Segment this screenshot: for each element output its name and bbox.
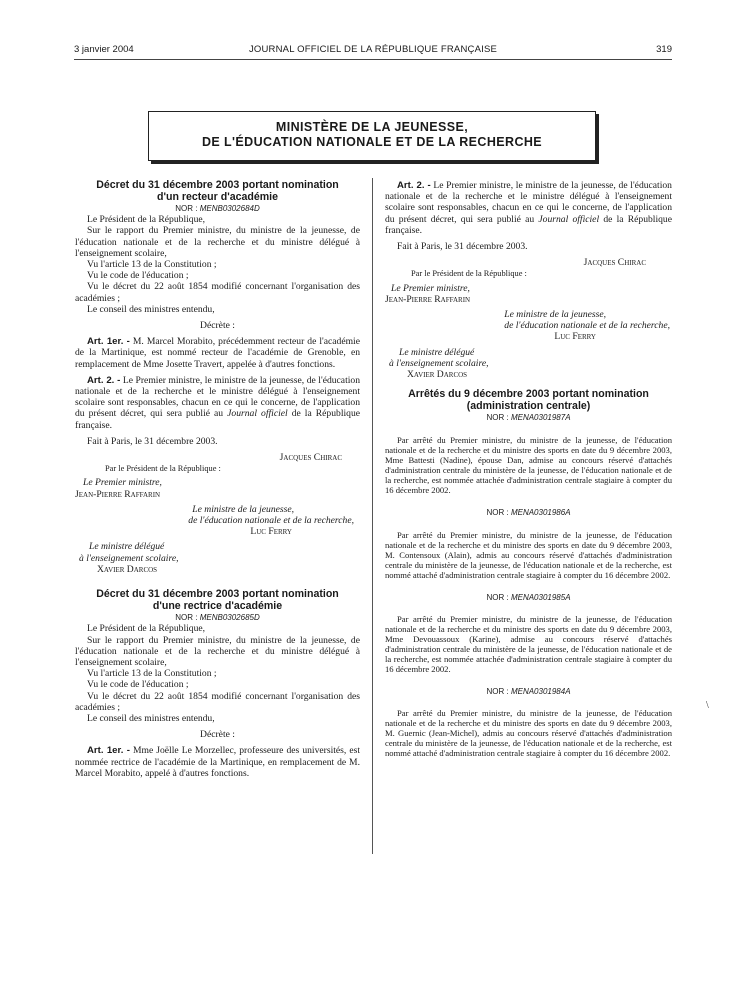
journal-officiel-ref: Journal officiel — [227, 408, 288, 420]
header-rule — [74, 59, 672, 60]
nor-reference — [75, 203, 360, 214]
pm-title: Le Premier ministre, — [83, 477, 162, 489]
preamble-conseil: Le conseil des ministres entendu, — [87, 712, 215, 724]
ministry-heading-box — [148, 111, 596, 161]
nor-label: NOR : — [175, 204, 198, 213]
preamble-rapport: Sur le rapport du Premier ministre, du ministre de la jeunesse, de l'éducation nationale et de la recherche et du ministre délégué à l'enseignement scolaire, — [75, 225, 360, 259]
article-1-label: Art. 1er. - — [87, 745, 130, 757]
decree-rectrice-continued — [385, 180, 672, 380]
preamble-decret-1854: Vu le décret du 22 août 1854 modifié concernant l'organisation des académies ; — [75, 690, 360, 713]
article-2-label: Art. 2. - — [397, 180, 431, 191]
minister-name: Luc Ferry — [250, 526, 292, 538]
nor-label: NOR : — [486, 592, 509, 602]
minister-title-2: de l'éducation nationale et de la recherche, — [188, 515, 354, 527]
header-date: 3 janvier 2004 — [74, 44, 134, 55]
delegate-title-2: à l'enseignement scolaire, — [79, 552, 179, 564]
decrete: Décrète : — [200, 729, 235, 741]
signature-president: Jacques Chirac — [583, 257, 646, 269]
article-2 — [75, 375, 360, 431]
delegate-title-1: Le ministre délégué — [89, 541, 165, 553]
pm-name: Jean-Pierre Raffarin — [385, 293, 471, 305]
article-2-text: Le Premier ministre, le ministre de la jeunesse, de l'éducation nationale et de la recherche et le ministre délégué à l'enseignement scolaire sont responsables, chacun en ce qui le concerne, de l'application du présent décret, qui sera publié au — [75, 374, 360, 420]
decree-recteur — [75, 180, 360, 575]
preamble-conseil: Le conseil des ministres entendu, — [87, 303, 215, 315]
minister-title-1: Le ministre de la jeunesse, — [192, 503, 294, 515]
article-1-label: Art. 1er. - — [87, 336, 130, 348]
header-page-number: 319 — [656, 44, 672, 55]
arrete-text: Par arrêté du Premier ministre, du ministre de la jeunesse, de l'éducation nationale et de la recherche et du ministre des sports en date du 9 décembre 2003, Mme Devouassoux (Karine), admise au concours réservé d'attachés d'administration centrale du ministère de la jeunesse, de l'éducation nationale et de la recherche, est nommée attachée d'administration centrale stagiaire à compter du 16 décembre 2002. — [385, 613, 672, 674]
minister-title-2: de l'éducation nationale et de la recherche, — [504, 320, 670, 332]
pm-title: Le Premier ministre, — [391, 282, 470, 294]
arretes-title-line-1: Arrêtés du 9 décembre 2003 portant nomination — [408, 388, 649, 401]
pm-name: Jean-Pierre Raffarin — [75, 488, 161, 500]
preamble-constitution: Vu l'article 13 de la Constitution ; — [87, 259, 217, 271]
delegate-title-1: Le ministre délégué — [399, 346, 475, 358]
arrete-text: Par arrêté du Premier ministre, du ministre de la jeunesse, de l'éducation nationale et de la recherche et du ministre des sports en date du 9 décembre 2003, Mme Battesti (Nadine), épouse Dan, admise au concours réservé d'attachés d'administration centrale du ministère de la jeunesse, de l'éducation nationale et de la recherche, est nommée attachée d'administration centrale stagiaire à compter du 16 décembre 2002. — [385, 435, 672, 496]
preamble-constitution: Vu l'article 13 de la Constitution ; — [87, 668, 217, 680]
nor-reference — [385, 507, 672, 518]
margin-mark: \ — [706, 700, 709, 711]
par-le-president: Par le Président de la République : — [105, 464, 221, 474]
column-divider — [372, 178, 373, 854]
minister-title-1: Le ministre de la jeunesse, — [504, 309, 606, 321]
article-2 — [385, 180, 672, 236]
decree-title-line-2: d'un recteur d'académie — [156, 190, 279, 203]
decree-title-line-1: Décret du 31 décembre 2003 portant nomination — [96, 588, 339, 601]
preamble-president: Le Président de la République, — [87, 214, 206, 226]
delegate-name: Xavier Darcos — [407, 369, 468, 381]
nor-label: NOR : — [486, 413, 509, 423]
right-column — [385, 180, 672, 758]
header-journal-title: JOURNAL OFFICIEL DE LA RÉPUBLIQUE FRANÇAISE — [248, 44, 498, 55]
preamble-code: Vu le code de l'éducation ; — [87, 679, 189, 691]
left-column — [75, 180, 360, 779]
preamble-decret-1854: Vu le décret du 22 août 1854 modifié concernant l'organisation des académies ; — [75, 281, 360, 304]
nor-reference — [75, 612, 360, 623]
decree-title-line-1: Décret du 31 décembre 2003 portant nomination — [96, 179, 339, 191]
nor-code: MENA0301985A — [510, 592, 571, 602]
nor-code: MENA0301987A — [510, 413, 571, 423]
delegate-title-2: à l'enseignement scolaire, — [389, 357, 489, 369]
ministry-line-2: DE L'ÉDUCATION NATIONALE ET DE LA RECHERCHE — [201, 135, 543, 149]
preamble-rapport: Sur le rapport du Premier ministre, du ministre de la jeunesse, de l'éducation nationale et de la recherche et du ministre délégué à l'enseignement scolaire, — [75, 634, 360, 668]
nor-label: NOR : — [175, 613, 198, 623]
ministry-line-1: MINISTÈRE DE LA JEUNESSE, — [275, 120, 469, 134]
nor-label: NOR : — [486, 508, 509, 518]
nor-code: MENB0302684D — [199, 204, 260, 213]
preamble-code: Vu le code de l'éducation ; — [87, 270, 189, 282]
par-le-president: Par le Président de la République : — [411, 269, 527, 279]
minister-name: Luc Ferry — [554, 331, 596, 343]
nor-code: MENB0302685D — [199, 613, 260, 623]
arrete-text: Par arrêté du Premier ministre, du ministre de la jeunesse, de l'éducation nationale et de la recherche et du ministre des sports en date du 9 décembre 2003, M. Guernic (Jean-Michel), admis au concours réservé d'attachés d'administration centrale du ministère de la jeunesse, de l'éducation nationale et de la recherche, est nommé attaché d'administration centrale stagiaire à compter du 16 décembre 2002. — [385, 708, 672, 759]
done-at: Fait à Paris, le 31 décembre 2003. — [87, 435, 218, 447]
arretes-title-line-2: (administration centrale) — [466, 399, 591, 412]
delegate-name: Xavier Darcos — [97, 563, 158, 575]
decrete: Décrète : — [200, 320, 235, 332]
article-1-text: M. Marcel Morabito, précédemment recteur de l'académie de la Martinique, est nommé recteur de l'académie de Grenoble, en remplacement de Mme Josette Travert, appelée à d'autres fonctions. — [75, 336, 360, 370]
article-1 — [75, 336, 360, 370]
article-2-text: Le Premier ministre, le ministre de la jeunesse, de l'éducation nationale et de la recherche et le ministre délégué à l'enseignement scolaire sont responsables, chacun en ce qui le concerne, de l'application du présent décret, qui sera publié au — [385, 180, 672, 225]
preamble-president: Le Président de la République, — [87, 623, 206, 635]
decree-rectrice — [75, 589, 360, 779]
done-at: Fait à Paris, le 31 décembre 2003. — [397, 241, 528, 253]
article-2-text-end: de la République française. — [385, 213, 672, 236]
decree-title-line-2: d'une rectrice d'académie — [152, 599, 283, 612]
nor-code: MENA0301986A — [510, 508, 571, 518]
signature-president: Jacques Chirac — [279, 452, 342, 464]
nor-reference — [385, 412, 672, 423]
journal-officiel-ref: Journal officiel — [538, 213, 600, 225]
nor-reference — [385, 686, 672, 697]
article-1 — [75, 745, 360, 779]
nor-reference — [385, 592, 672, 603]
arrete-text: Par arrêté du Premier ministre, du ministre de la jeunesse, de l'éducation nationale et de la recherche et du ministre des sports en date du 9 décembre 2003, M. Contensoux (Alain), admis au concours réservé d'attachés d'administration centrale du ministère de la jeunesse, de l'éducation nationale et de la recherche, est nommé attaché d'administration centrale stagiaire à compter du 16 décembre 2002. — [385, 529, 672, 580]
article-2-text-end: de la République française. — [75, 408, 361, 431]
article-1-text: Mme Joëlle Le Morzellec, professeure des universités, est nommée rectrice de l'académie de la Martinique, en remplacement de M. Marcel Morabito, appelé à d'autres fonctions. — [75, 745, 360, 779]
nor-code: MENA0301984A — [510, 686, 571, 696]
arretes-section — [385, 389, 672, 758]
nor-label: NOR : — [486, 686, 509, 696]
article-2-label: Art. 2. - — [87, 374, 121, 386]
